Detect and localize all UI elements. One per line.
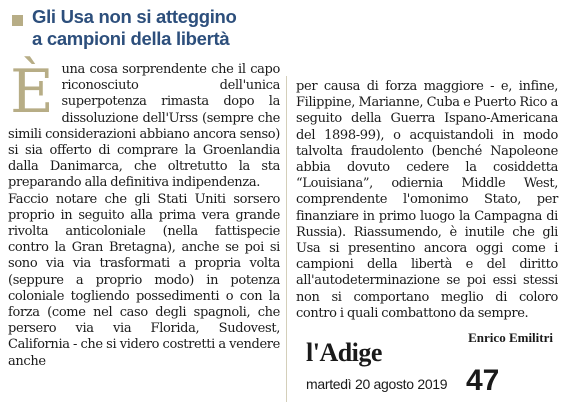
headline-line-2: a campioni della libertà [32, 28, 230, 49]
newspaper-masthead: l'Adige [306, 338, 382, 367]
paragraph-2: Faccio notare che gli Stati Uniti sorsero proprio in seguito alla prima vera grande rivolta anticoloniale (nella fattispecie contro la Gran Bretagna), anche se poi si sono via via trasformati a propria volta (seppure a proprio modo) in potenza coloniale togliendo possedimenti o con la forza (come nel caso degli spagnoli, che persero via via Florida, Sudovest, California - che si videro costretti a vendere anche [8, 191, 280, 369]
drop-cap: È [10, 57, 54, 127]
article-column-left [8, 57, 280, 370]
author-name: Enrico Emilitri [468, 330, 553, 345]
paragraph-1: una cosa sorprendente che il capo riconosciuto dell'unica superpotenza rimasta dopo la dissoluzione dell'Urss (sempre che simili considerazioni abbiano ancora senso) si sia offerto di comprare la Groenlandia dalla Danimarca, che oltretutto la sta preparando alla definitiva indipendenza. [8, 62, 280, 191]
article-column-right [296, 79, 558, 322]
headline-line-1: Gli Usa non si atteggino [32, 6, 237, 27]
headline-square-icon [12, 15, 23, 26]
headline-text [10, 6, 310, 50]
headline [10, 6, 310, 50]
column-divider [286, 76, 287, 402]
issue-date: martedì 20 agosto 2019 [306, 376, 448, 392]
page-number: 47 [466, 364, 500, 397]
paragraph-3: per causa di forza maggiore - e, infine, Filippine, Marianne, Cuba e Puerto Rico a seguito della Guerra Ispano-Americana del 1898-99), o acquistandoli in modo talvolta fraudolento (benché Napoleone abbia dovuto cedere la cosiddetta “Louisiana”, odiernia Middle West, comprendente l'omonimo Stato, per finanziare in primo luogo la Campagna di Russia). Riassumendo, è inutile che gli Usa si presentino ancora oggi come i campioni della libertà e del diritto all'autodeterminazione se poi essi stessi non si comportano meglio di coloro contro i quali combattono da sempre. [296, 79, 558, 321]
